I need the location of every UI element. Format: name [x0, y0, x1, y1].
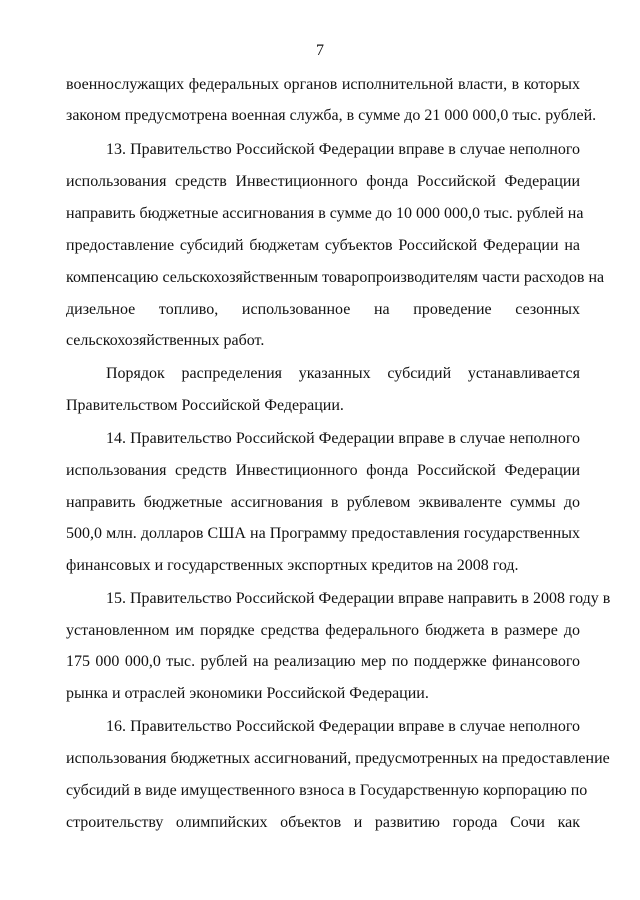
text-line: установленном им порядке средства федерального бюджета в размере до: [66, 622, 580, 639]
page-number: 7: [316, 42, 324, 59]
text-line: 500,0 млн. долларов США на Программу предоставления государственных: [66, 525, 580, 542]
text-line: Правительством Российской Федерации.: [66, 397, 344, 414]
paragraph-14-start: 14. Правительство Российской Федерации вправе в случае неполного: [106, 430, 580, 447]
paragraph-15-start: 15. Правительство Российской Федерации вправе направить в 2008 году в: [106, 590, 611, 607]
text-line: законом предусмотрена военная служба, в сумме до 21 000 000,0 тыс. рублей.: [66, 107, 597, 124]
text-line: использования бюджетных ассигнований, предусмотренных на предоставление: [66, 750, 610, 767]
text-line: 175 000 000,0 тыс. рублей на реализацию мер по поддержке финансового: [66, 653, 580, 670]
text-line: финансовых и государственных экспортных кредитов на 2008 год.: [66, 557, 519, 574]
text-line: направить бюджетные ассигнования в рублевом эквиваленте суммы до: [66, 494, 580, 511]
text-line: сельскохозяйственных работ.: [66, 332, 265, 349]
text-line: предоставление субсидий бюджетам субъектов Российской Федерации на: [66, 237, 580, 254]
text-line: использования средств Инвестиционного фонда Российской Федерации: [66, 173, 580, 190]
text-line: рынка и отраслей экономики Российской Федерации.: [66, 685, 429, 702]
text-line: использования средств Инвестиционного фонда Российской Федерации: [66, 462, 580, 479]
text-line: компенсацию сельскохозяйственным товаропроизводителям части расходов на: [66, 269, 605, 286]
paragraph-13-start: 13. Правительство Российской Федерации вправе в случае неполного: [106, 141, 580, 158]
text-line: направить бюджетные ассигнования в сумме до 10 000 000,0 тыс. рублей на: [66, 205, 584, 222]
text-line: строительству олимпийских объектов и развитию города Сочи как: [66, 814, 580, 831]
paragraph-16-start: 16. Правительство Российской Федерации вправе в случае неполного: [106, 718, 580, 735]
text-line: дизельное топливо, использованное на проведение сезонных: [66, 301, 580, 318]
paragraph-order-start: Порядок распределения указанных субсидий устанавливается: [106, 365, 580, 382]
text-line: военнослужащих федеральных органов исполнительной власти, в которых: [66, 76, 580, 93]
text-line: субсидий в виде имущественного взноса в Государственную корпорацию по: [66, 782, 588, 799]
